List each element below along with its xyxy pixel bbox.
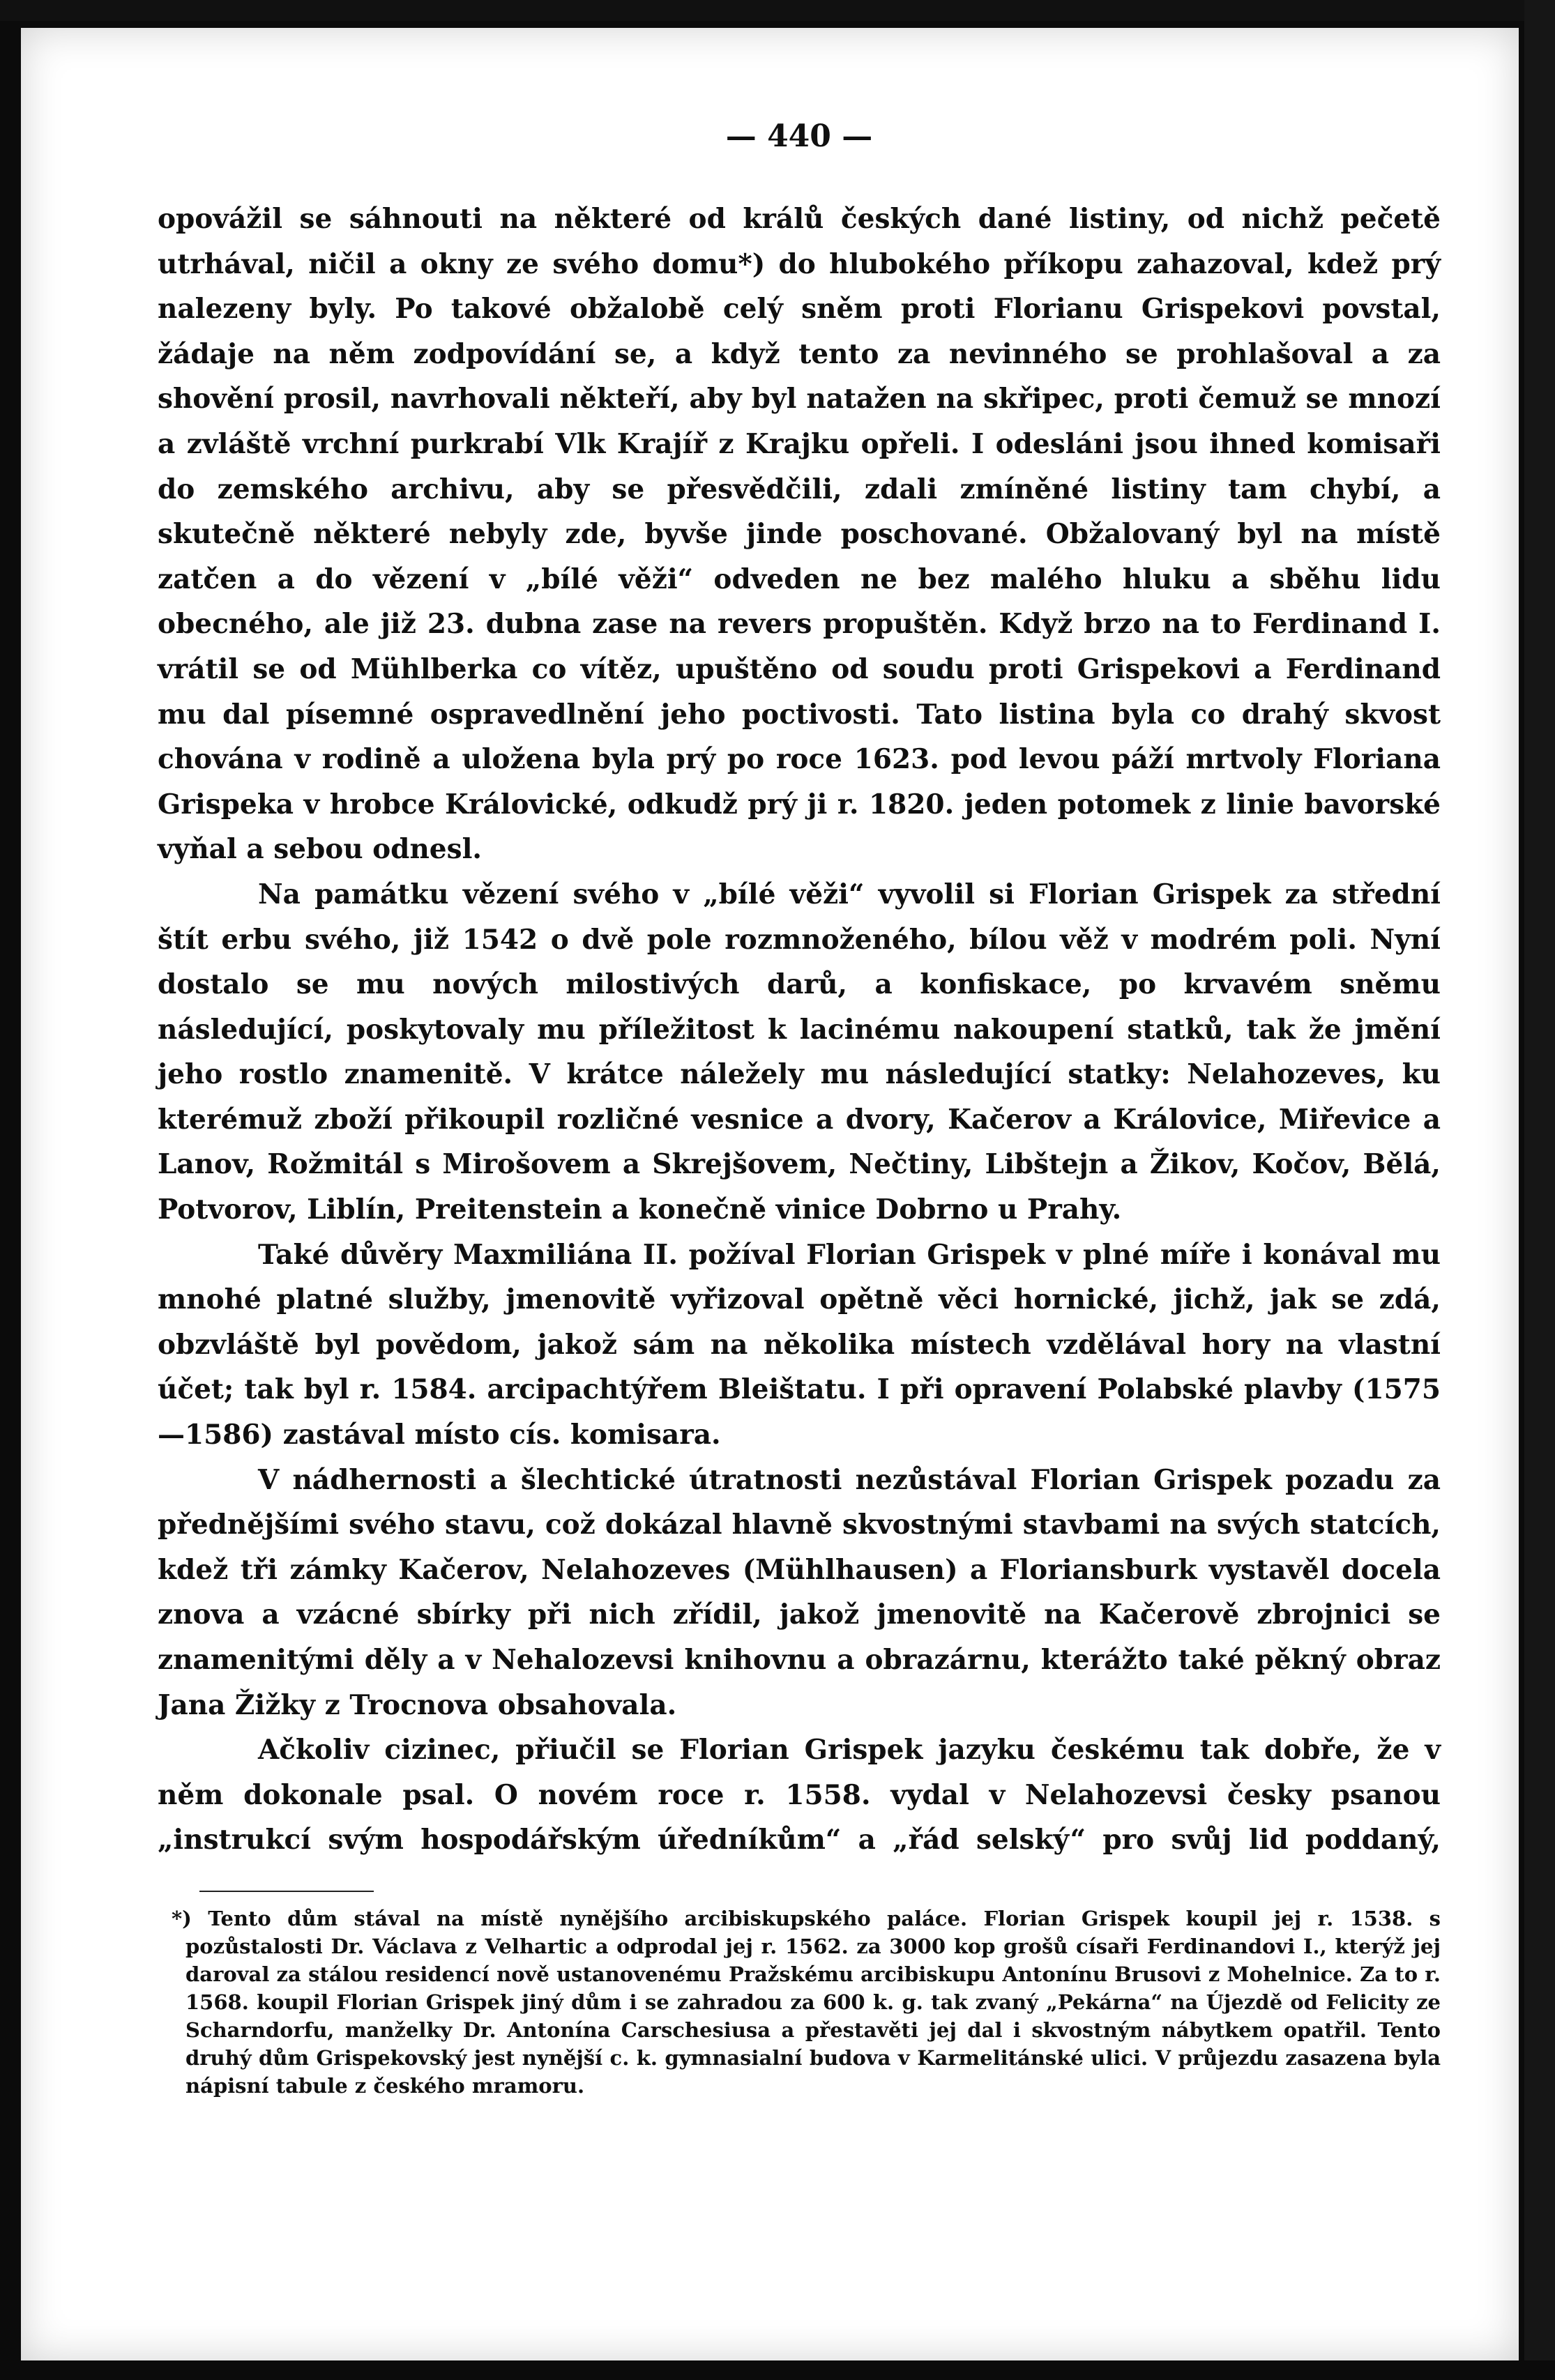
book-page [21,28,1519,2360]
paragraph-continued: opovážil se sáhnouti na některé od králů českých dané listiny, od nichž pečetě utrhával, ničil a okny ze svého domu*) do hlubokého příkopu zahazoval, kdež prý nalezeny byly. Po takové obžalobě celý sněm proti Florianu Grispekovi povstal, žádaje na něm zodpovídání se, a když tento za nevinného se prohlašoval a za shovění prosil, navrhovali někteří, aby byl natažen na skřipec, proti čemuž se mnozí a zvláště vrchní purkrabí Vlk Krajíř z Krajku opřeli. I odesláni jsou ihned komisaři do zemského archivu, aby se přesvědčili, zdali zmíněné listiny tam chybí, a skutečně některé nebyly zde, byvše jinde poschované. Obžalovaný byl na místě zatčen a do vězení v „bílé věži“ odveden ne bez malého hluku a sběhu lidu obecného, ale již 23. dubna zase na revers propuštěn. Když brzo na to Ferdinand I. vrátil se od Mühlberka co vítěz, upuštěno od soudu proti Grispekovi a Ferdinand mu dal písemné ospravedlnění jeho poctivosti. Tato listina byla co drahý skvost chována v rodině a uložena byla prý po roce 1623. pod levou páží mrtvoly Floriana Grispeka v hrobce Královické, odkudž prý ji r. 1820. jeden potomek z linie bavorské vyňal a sebou odnesl. [158,203,1441,866]
scan-border-top [0,0,1555,21]
paragraph-czech-language: Ačkoliv cizinec, přiučil se Florian Grispek jazyku českému tak dobře, že v něm dokonale psal. O novém roce r. 1558. vydal v Nelahozevsi česky psanou „instrukcí svým hospodářským úředníkům“ a „řád selský“ pro svůj lid poddaný, [158,1734,1441,1856]
scan-border-right [1524,0,1555,2380]
scan-border-bottom [0,2360,1555,2380]
paragraph-splendour: V nádhernosti a šlechtické útratnosti nezůstával Florian Grispek pozadu za přednějšími svého stavu, což dokázal hlavně skvostnými stavbami na svých statcích, kdež tři zámky Kačerov, Nelahozeves (Mühlhausen) a Floriansburk vystavěl docela znova a vzácné sbírky při nich zřídil, jakož jmenovitě na Kačerově zbrojnici se znamenitými děly a v Nehalozevsi knihovnu a obrazárnu, kterážto také pěkný obraz Jana Žižky z Trocnova obsahovala. [158,1463,1441,1721]
page-number: — 440 — [725,119,873,154]
footnote-divider [199,1891,374,1892]
page-text-block [158,116,1441,2100]
paragraph-prison-tower: Na památku vězení svého v „bílé věži“ vyvolil si Florian Grispek za střední štít erbu svého, již 1542 o dvě pole rozmnoženého, bílou věž v modrém poli. Nyní dostalo se mu nových milostivých darů, a konfiskace, po krvavém sněmu následující, poskytovaly mu příležitost k lacinému nakoupení statků, tak že jmění jeho rostlo znamenitě. V krátce náležely mu následující statky: Nelahozeves, ku kterémuž zboží přikoupil rozličné vesnice a dvory, Kačerov a Královice, Miřevice a Lanov, Rožmitál s Mirošovem a Skrejšovem, Nečtiny, Libštejn a Žikov, Kočov, Bělá, Potvorov, Liblín, Preitenstein a konečně vinice Dobrno u Prahy. [158,878,1441,1226]
footnote: *) Tento dům stával na místě nynějšího arcibiskupského paláce. Florian Grispek koupil jej r. 1538. s pozůstalosti Dr. Václava z Velhartic a odprodal jej r. 1562. za 3000 kop grošů císaři Ferdinandovi I., kterýž jej daroval za stálou residencí nově ustanovenému Pražskému arcibiskupu Antonínu Brusovi z Mohelnice. Za to r. 1568. koupil Florian Grispek jiný dům i se zahradou za 600 k. g. tak zvaný „Pekárna“ na Újezdě od Felicity ze Scharndorfu, manželky Dr. Antonína Carschesiusa a přestavěti jej dal i skvostným nábytkem opatřil. Tento druhý dům Grispekovský jest nynější c. k. gymnasialní budova v Karmelitánské ulici. V průjezdu zasazena byla nápisní tabule z českého mramoru. [172,1906,1441,2098]
paragraph-maximilian: Také důvěry Maxmiliána II. požíval Florian Grispek v plné míře i konával mu mnohé platné služby, jmenovitě vyřizoval opětně věci hornické, jichž, jak se zdá, obzvláště byl povědom, jakož sám na několika místech vzdělával hory na vlastní účet; tak byl r. 1584. arcipachtýřem Bleištatu. I při opravení Polabské plavby (1575—1586) zastával místo cís. komisara. [158,1238,1441,1451]
